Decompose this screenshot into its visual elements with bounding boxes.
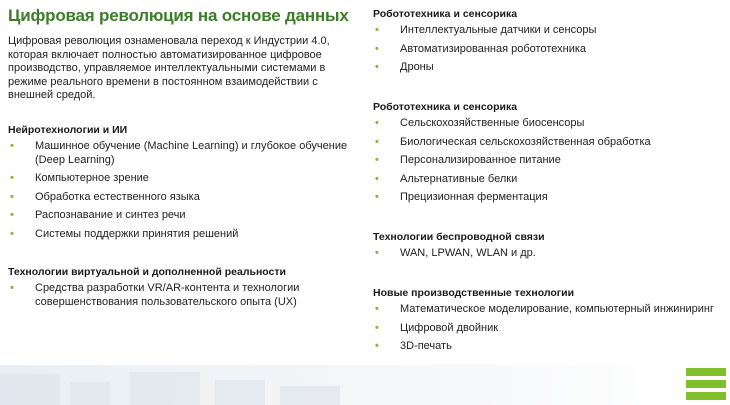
bullet-icon: •	[375, 24, 379, 36]
section-title: Технологии беспроводной связи	[373, 231, 545, 243]
list-item: • Сельскохозяйственные биосенсоры	[375, 117, 585, 129]
section-vr-ar	[8, 266, 360, 314]
bullet-icon: •	[375, 340, 379, 352]
list-item: • Альтернативные белки	[375, 172, 518, 185]
list-item: • Машинное обучение (Machine Learning) и глубокое обучение (Deep Learning)	[10, 140, 348, 166]
list-item: • Прецизионная ферментация	[375, 191, 548, 203]
list-item: • Цифровой двойник	[375, 321, 499, 334]
list-item: • Математическое моделирование, компьютерный инжиниринг	[375, 303, 715, 315]
bullet-list	[373, 303, 730, 354]
bottom-decorative-blocks	[0, 368, 360, 405]
bullet-icon: •	[375, 303, 379, 315]
list-item: • WAN, LPWAN, WLAN и др.	[375, 247, 536, 259]
bullet-icon: •	[375, 247, 379, 259]
section-robotics-1	[373, 8, 596, 80]
bullet-icon: •	[375, 172, 379, 185]
list-item: • Интеллектуальные датчики и сенсоры	[375, 24, 597, 36]
bullet-icon: •	[375, 42, 379, 55]
list-item: • Персонализированное питание	[375, 154, 561, 166]
section-title: Новые производственные технологии	[373, 287, 575, 299]
bullet-icon: •	[375, 321, 379, 334]
stripe	[686, 392, 726, 400]
bullet-icon: •	[10, 209, 14, 221]
section-manufacturing	[373, 287, 730, 359]
bullet-list	[373, 247, 545, 261]
section-title: Нейротехнологии и ИИ	[8, 124, 128, 136]
stripe	[686, 380, 726, 388]
bullet-icon: •	[375, 117, 379, 129]
green-stripes-logo	[686, 366, 726, 402]
list-item: • Автоматизированная робототехника	[375, 42, 587, 55]
section-title: Робототехника и сенсорика	[373, 8, 518, 20]
list-item: • Биологическая сельскохозяйственная обработка	[375, 135, 651, 148]
bullet-icon: •	[10, 190, 14, 203]
list-item: • Распознавание и синтез речи	[10, 209, 186, 221]
list-item: • Системы поддержки принятия решений	[10, 227, 239, 240]
bullet-icon: •	[375, 61, 379, 73]
bullet-icon: •	[375, 135, 379, 148]
bullet-icon: •	[10, 140, 14, 152]
bullet-list	[373, 24, 596, 75]
list-item: • 3D-печать	[375, 340, 452, 352]
bullet-list	[8, 282, 360, 309]
section-neurotech	[8, 124, 360, 246]
section-title: Робототехника и сенсорика	[373, 101, 518, 113]
list-item: • Дроны	[375, 61, 434, 73]
intro-paragraph: Цифровая революция ознаменовала переход к Индустрии 4.0, которая включает полностью автоматизированное цифровое производство, управляемое интеллектуальными системами в режиме реального времени в постоянном взаимодействии с внешней средой.	[8, 35, 330, 101]
left-column	[8, 6, 360, 103]
list-item: • Средства разработки VR/AR-контента и технологии совершенствования пользовательского опыта (UX)	[10, 282, 300, 308]
section-wireless	[373, 231, 545, 266]
bullet-list	[373, 117, 651, 205]
bullet-list	[8, 140, 360, 241]
list-item: • Обработка естественного языка	[10, 190, 200, 203]
section-robotics-2	[373, 101, 651, 210]
bullet-icon: •	[375, 154, 379, 166]
section-title: Технологии виртуальной и дополненной реальности	[8, 266, 286, 278]
bullet-icon: •	[375, 191, 379, 203]
page-title: Цифровая революция на основе данных	[8, 6, 349, 25]
list-item: • Компьютерное зрение	[10, 172, 149, 184]
bullet-icon: •	[10, 172, 14, 184]
bullet-icon: •	[10, 282, 14, 294]
bullet-icon: •	[10, 227, 14, 240]
stripe	[686, 368, 726, 376]
